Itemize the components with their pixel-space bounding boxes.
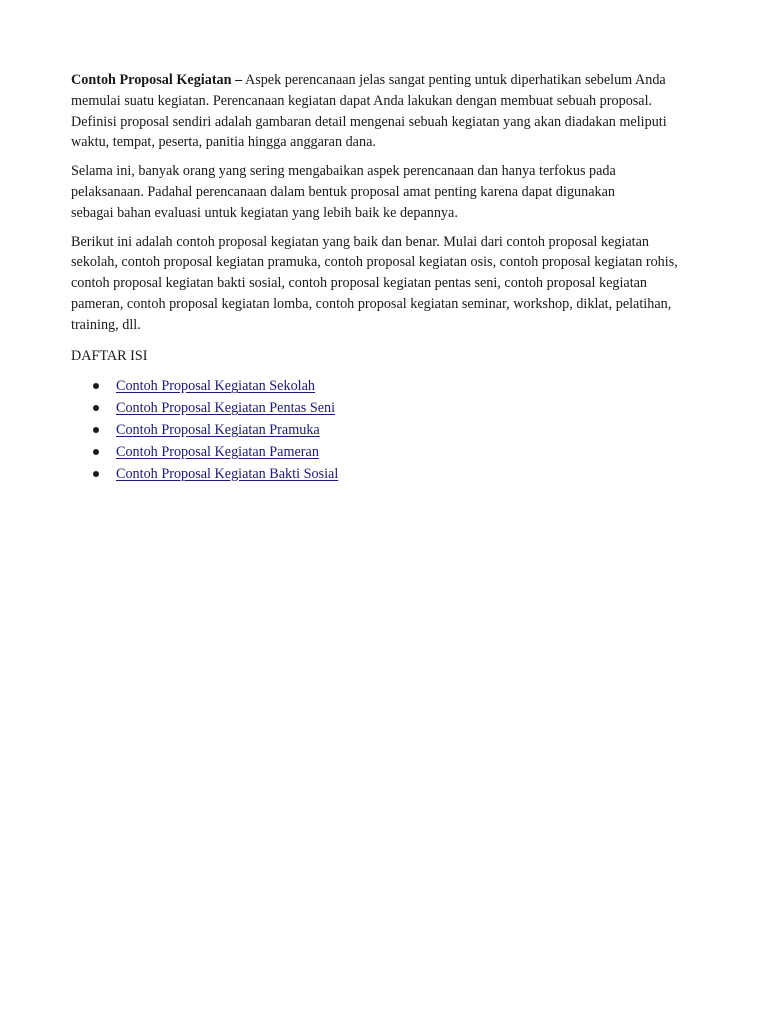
intro-paragraph [71,70,681,153]
bullet-icon [93,471,99,477]
list-item [71,398,701,420]
toc-link-bakti-sosial[interactable]: Contoh Proposal Kegiatan Bakti Sosial [116,465,339,482]
toc-list [71,376,701,485]
paragraph-3: Berikut ini adalah contoh proposal kegiatan yang baik dan benar. Mulai dari contoh proposal kegiatan sekolah, contoh proposal kegiatan pramuka, contoh proposal kegiatan osis, contoh proposal kegiatan rohis, contoh proposal kegiatan bakti sosial, contoh proposal kegiatan pentas seni, contoh proposal kegiatan pameran, contoh proposal kegiatan lomba, contoh proposal kegiatan seminar, workshop, diklat, pelatihan, training, dll. [71,233,678,333]
bullet-icon [93,383,99,389]
toc-link-pentas-seni[interactable]: Contoh Proposal Kegiatan Pentas Seni [116,400,336,417]
paragraph-2: Selama ini, banyak orang yang sering mengabaikan aspek perencanaan dan hanya terfokus pada pelaksanaan. Padahal perencanaan dalam bentuk proposal amat penting karena dapat digunakan sebagai bahan evaluasi untuk kegiatan yang lebih baik ke depannya. [71,163,616,221]
list-item [71,464,701,486]
toc-link-pramuka[interactable]: Contoh Proposal Kegiatan Pramuka [116,421,320,438]
bullet-icon [93,405,99,411]
toc-link-sekolah[interactable]: Contoh Proposal Kegiatan Sekolah [116,378,315,395]
list-item [71,376,701,398]
list-item [71,420,701,442]
list-item [71,442,701,464]
toc-heading: DAFTAR ISI [71,347,148,364]
bullet-icon [93,427,99,433]
toc-link-pameran[interactable]: Contoh Proposal Kegiatan Pameran [116,443,319,460]
bullet-icon [93,449,99,455]
document-page [71,70,701,485]
intro-text: Aspek perencanaan jelas sangat penting untuk diperhatikan sebelum Anda memulai suatu kegiatan. Perencanaan kegiatan dapat Anda lakukan dengan membuat sebuah proposal. Definisi proposal sendiri adalah gambaran detail mengenai sebuah kegiatan yang akan diadakan meliputi waktu, tempat, peserta, panitia hingga anggaran dana. [71,72,667,151]
intro-lead: Contoh Proposal Kegiatan – [71,72,243,88]
